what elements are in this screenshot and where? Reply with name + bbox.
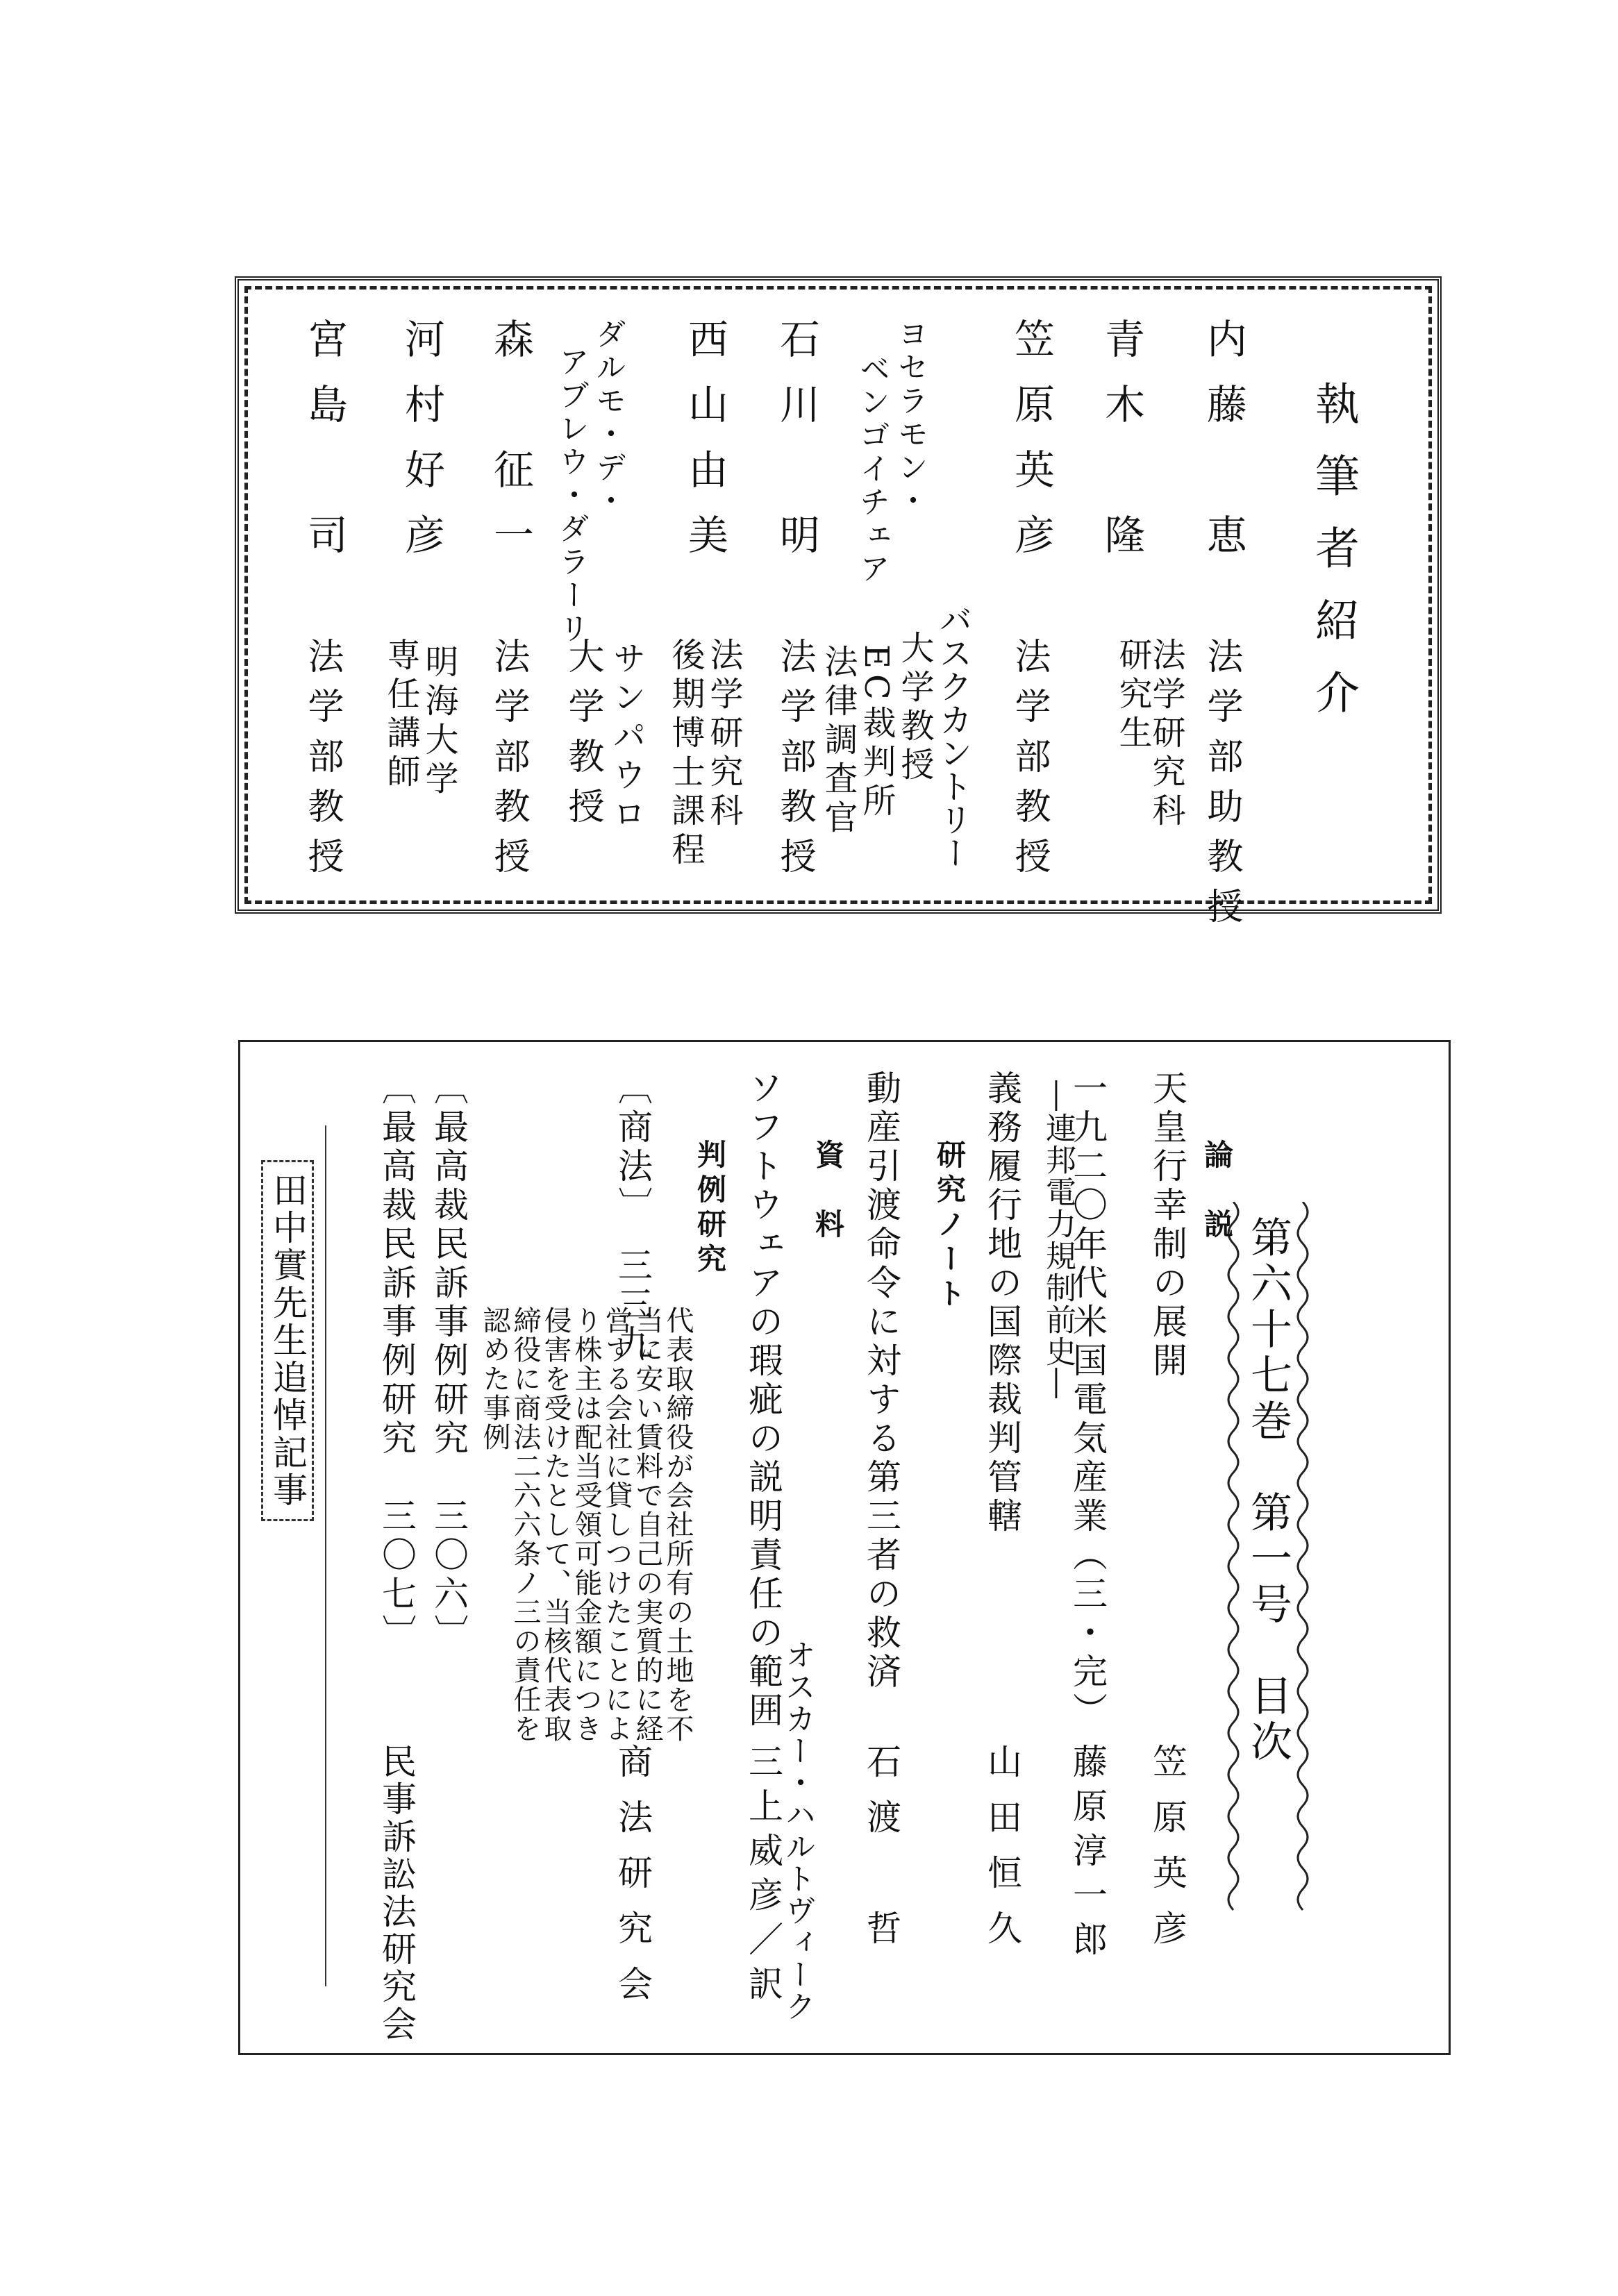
contributor-affiliation-line: 後期博士課程 (666, 637, 705, 871)
contributor-name-line: アブレウ・ダラーリ (553, 346, 589, 646)
memorial-article-title: 田中實先生追悼記事 (267, 1172, 308, 1509)
contributor-name: 森 征一 (487, 318, 534, 579)
contributor-affiliation-line: 専任講師 (381, 637, 420, 793)
toc-entry-title: ソフトウェアの瑕疵の説明責任の範囲 (743, 1070, 783, 1731)
toc-entry-author: 民事訴訟法研究会 (376, 1743, 417, 2043)
contributor-affiliation-line: サンパウロ (607, 641, 646, 835)
case-note-line: 営する会社に貸しつけたことによ (601, 1306, 633, 1743)
wave-line-right (1289, 1202, 1317, 2021)
contributor-affiliation-line: 法律調査官 (819, 644, 858, 839)
contributors-heading: 執筆者紹介 (1308, 380, 1359, 741)
contributor-affiliation: 法学部教授 (1008, 637, 1050, 887)
toc-entry-author: 藤原淳一郎 (1067, 1743, 1108, 1966)
contributor-name: 内藤 恵 (1200, 318, 1247, 579)
contributor-name: 石川 明 (773, 318, 820, 579)
toc-entry-title: 一九二〇年代米国電気産業（三・完） (1067, 1070, 1108, 1731)
contributor-affiliation-line: バスクカントリー (933, 603, 972, 869)
contributor-affiliation: 法学部教授 (487, 637, 529, 887)
contributor-name: 河村好彦 (398, 318, 445, 579)
contributor-name-line: ダルモ・デ・ (590, 318, 626, 518)
toc-entry-title: 〔最高裁民訴事例研究 三〇七〕 (376, 1070, 417, 1653)
contributors-box (235, 276, 1442, 937)
contributor-affiliation: 法学部助教授 (1201, 637, 1242, 937)
case-note-line: 侵害を受けたとして、当核代表取 (540, 1306, 572, 1743)
contributor-name-line: ベンゴイチェア (854, 353, 890, 586)
case-note-line: 当に安い賃料で自己の実質的に経 (631, 1306, 663, 1743)
contributor-affiliation-line: 明海大学 (419, 644, 458, 800)
toc-entry-title: 〔最高裁民訴事例研究 三〇六〕 (428, 1070, 469, 1653)
contributor-name-line: ヨセラモン・ (892, 318, 928, 518)
divider-line (325, 1125, 326, 1986)
contributor-affiliation-line: 大学教授 (562, 637, 603, 837)
toc-entry-subtitle: ―連邦電力規制前史― (1040, 1080, 1076, 1400)
toc-entry-author-line: オスカー・ハルトヴィーク (780, 1639, 815, 2022)
toc-title: 第六十七巻 第一号 目次 (1244, 1216, 1292, 1766)
toc-entry-author: 石渡 哲 (861, 1743, 901, 1966)
case-note-line: 認めた事例 (478, 1306, 510, 1452)
contributor-name: 笠原英彦 (1008, 318, 1055, 579)
case-note-line: り株主は配当受領可能金額につき (570, 1306, 602, 1743)
section-label: 論 説 (1200, 1139, 1234, 1243)
contributor-affiliation: 法学部教授 (774, 637, 815, 887)
contributor-name: 宮島 司 (301, 318, 348, 579)
contributor-name: 西山由美 (681, 318, 728, 579)
contributor-affiliation-line: 大学教授 (895, 630, 934, 786)
wave-line-left (1219, 1202, 1247, 2021)
section-label: 判例研究 (693, 1139, 727, 1278)
toc-entry-author: 商法研究会 (612, 1743, 653, 2021)
toc-entry-author: 笠原英彦 (1147, 1743, 1187, 1966)
contributor-affiliation: 法学部教授 (301, 637, 343, 887)
contributor-name: 青木 隆 (1098, 318, 1145, 579)
toc-entry-title: 〔商法〕 三三九 (612, 1070, 653, 1364)
contributor-affiliation-line: 法学研究科 (704, 637, 743, 832)
contributor-affiliation: 法学研究科研究生 (1113, 637, 1185, 832)
toc-box (238, 1040, 1451, 2055)
toc-entry-title: 動産引渡命令に対する第三者の救済 (861, 1070, 901, 1692)
case-note-line: 締役に商法二六六条ノ三の責任を (509, 1306, 541, 1743)
toc-entry-author: 山田恒久 (982, 1743, 1022, 1966)
section-label: 資 料 (811, 1139, 845, 1243)
section-label: 研究ノート (933, 1139, 967, 1313)
toc-entry-title: 天皇行幸制の展開 (1147, 1070, 1187, 1381)
toc-entry-author-line: 三上威彦／訳 (743, 1743, 783, 2010)
toc-entry-title: 義務履行地の国際裁判管轄 (982, 1070, 1022, 1536)
memorial-box (261, 1160, 314, 1521)
case-note-line: 代表取締役が会社所有の土地を不 (662, 1306, 694, 1743)
contributor-affiliation-line: EC裁判所 (857, 644, 896, 822)
